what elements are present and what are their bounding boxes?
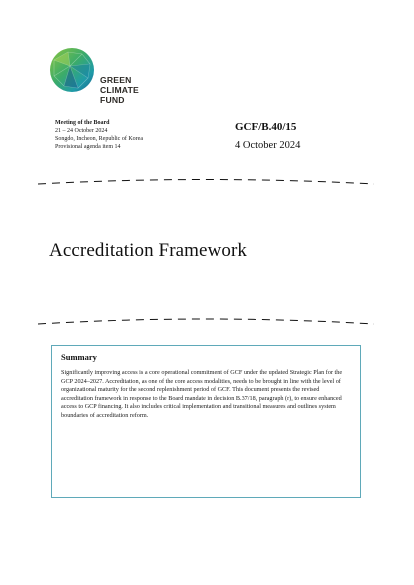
meeting-title: Meeting of the Board	[55, 120, 110, 126]
document-title: Accreditation Framework	[49, 240, 248, 261]
divider-rule-bottom	[38, 316, 374, 326]
logo-text-fund: FUND	[100, 95, 125, 105]
summary-text: Significantly improving access is a core operational commitment of GCF under the updated Strategic Plan for the GCP 2024–2027. Accreditation, as one of the core access modalities, needs to be brought in line with the level of organizational maturity for the second replenishment period of GCF. This document presents the revised accreditation framework in response to the Board mandate in decision B.37/18, paragraph (r), to ensure enhanced access to GCP financing. It also includes critical implementation and transitional measures and outlines system boundaries of accreditation reform.	[61, 369, 343, 419]
gcf-globe-icon	[48, 46, 96, 94]
logo-text-climate: CLIMATE	[100, 85, 139, 95]
summary-heading: Summary	[61, 352, 97, 362]
logo-text-green: GREEN	[100, 75, 132, 85]
meeting-location: Songdo, Incheon, Republic of Korea	[55, 136, 143, 142]
document-number: GCF/B.40/15	[235, 121, 297, 133]
summary-box	[51, 345, 361, 498]
gcf-logo	[48, 46, 148, 108]
divider-rule-top	[38, 177, 374, 187]
document-date: 4 October 2024	[235, 140, 301, 151]
meeting-dates: 21 – 24 October 2024	[55, 128, 108, 134]
meeting-info	[55, 119, 143, 151]
agenda-item: Provisional agenda item 14	[55, 144, 121, 150]
